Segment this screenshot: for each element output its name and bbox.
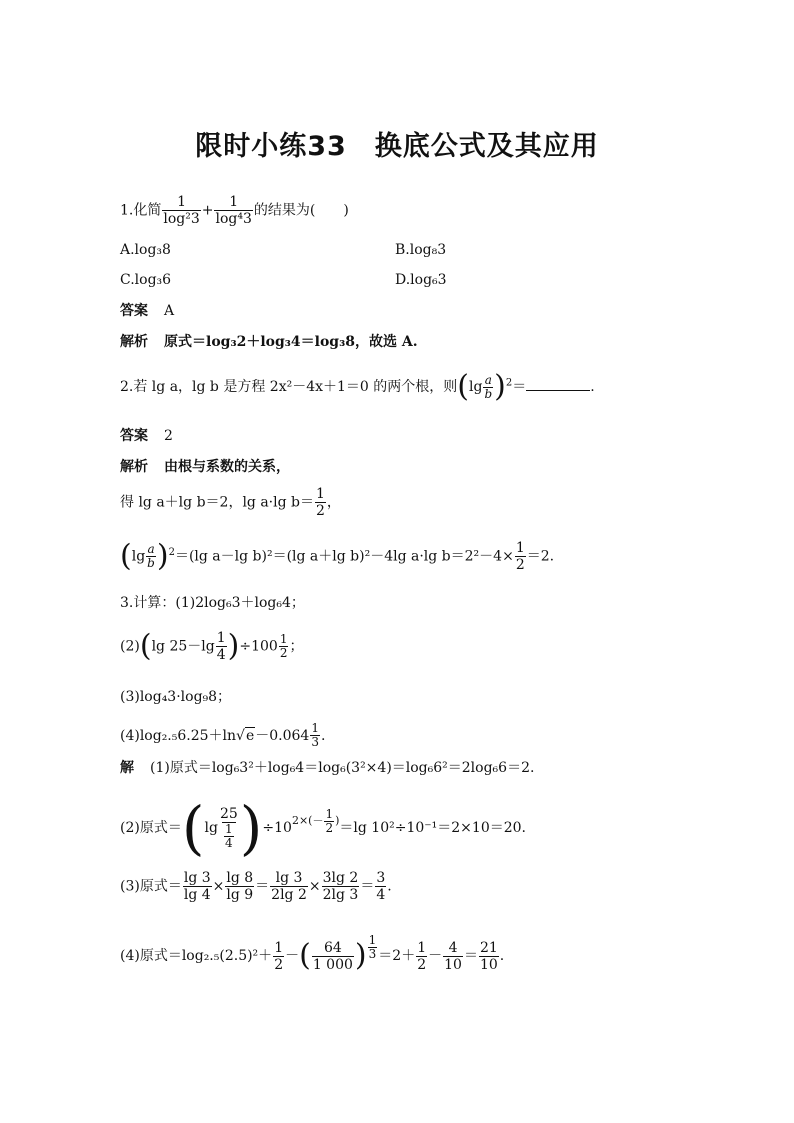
question-3-part-3: (3)log₄3·log₉8；	[120, 689, 232, 705]
question-3-part-2: (2)(lg 25－lg $\frac{1}{4}$ )÷100 $\frac{1}{2}$ ；	[120, 628, 304, 664]
fraction: $\frac{21}{10}$	[479, 939, 498, 973]
fraction: $\frac{4}{10}$	[444, 939, 462, 973]
option-a: A.log₃8	[120, 242, 171, 258]
fraction: $\frac{1}{2}$	[325, 806, 334, 835]
fraction: $\frac{1}{4}$	[225, 822, 233, 850]
question-3-part-4: (4)log₂.₅6.25＋ln√e－0.064 $\frac{1}{3}$ .	[120, 721, 326, 749]
option-c: C.log₃6	[120, 272, 172, 288]
question-3: 3.计算：(1)2log₆3＋log₆4；	[120, 595, 305, 611]
fraction: $\frac{1}{2}$	[417, 939, 427, 973]
solution-3-part-4: (4)原式＝log₂.₅(2.5)²＋ $\frac{1}{2}$ －( $\frac{64}{1 000}$ ) $\frac{1}{3}$ ＝2＋ $\frac{1}{2}$ － $\frac{4}{10}$ ＝ $\frac{21}{10}$ .	[120, 933, 505, 973]
answer-2: 答案 2	[120, 428, 173, 444]
solution-2: 解析 由根与系数的关系，	[120, 459, 290, 475]
solution-3-part-1: 解 (1)原式＝log₆3²＋log₆4＝log₆(3²×4)＝log₆6²＝2log₆6＝2.	[120, 760, 535, 776]
fraction: $\frac{3}{4}$	[376, 870, 386, 903]
question-1: 1.化简 $\frac{1}{\text{log²3}}$ + $\frac{1}{\text{log⁴3}}$ 的结果为( )	[120, 194, 349, 227]
option-b: B.log₈3	[395, 242, 447, 258]
fraction: $\frac{1}{2}$	[274, 939, 284, 973]
fraction: $\frac{a}{b}$	[147, 542, 155, 570]
solution-1: 解析 原式＝log₃2＋log₃4＝log₃8，故选 A.	[120, 334, 418, 350]
solution-3-part-3: (3)原式＝ $\frac{\lg 3}{\lg 4}$ × $\frac{\lg 8}{\lg 9}$ ＝ $\frac{\lg 3}{2\lg 2}$ × $\frac{3\lg 2}{2\lg 3}$ ＝ $\frac{3}{4}$ .	[120, 870, 392, 903]
fraction: $\frac{3\lg 2}{2\lg 3}$	[322, 870, 359, 903]
fraction: $\frac{64}{1 000}$	[312, 939, 353, 973]
exponent-fraction: $\frac{1}{3}$	[368, 933, 377, 961]
solution-2-line-3: (lg $\frac{a}{b}$ )$^2$＝(lg a－lg b)²＝(lg a＋lg b)²－4lg a·lg b＝2²－4× $\frac{1}{2}$ ＝2.	[120, 538, 555, 574]
fraction: $\frac{1}{4}$	[216, 630, 226, 663]
fraction: $\frac{1}{2}$	[515, 540, 525, 573]
page-title: 限时小练33 换底公式及其应用	[195, 131, 599, 162]
answer-1: 答案 A	[120, 303, 175, 319]
fraction: $\frac{\lg 8}{\lg 9}$	[226, 870, 254, 903]
fraction: $\frac{1}{2}$	[315, 486, 325, 519]
option-d: D.log₆3	[395, 272, 447, 288]
solution-2-line-2: 得 lg a＋lg b＝2，lg a·lg b＝ $\frac{1}{2}$ ，	[120, 486, 341, 519]
fraction: $\frac{\lg 3}{2\lg 2}$	[271, 870, 307, 903]
fraction: $\frac{\lg 3}{\lg 4}$	[183, 870, 211, 903]
exponent-fraction: $\frac{1}{2}$	[279, 631, 288, 660]
solution-3-part-2: (2)原式＝(lg $\frac{25}{\frac{1}{4}}$ )$\div 10^{2\times(- \frac{1}{2} )}=\lg$ 10²÷10⁻¹＝2×10＝20.	[120, 794, 526, 862]
answer-blank[interactable]	[526, 378, 590, 391]
fraction: $\frac{a}{b}$	[484, 372, 493, 401]
exponent-fraction: $\frac{1}{3}$	[311, 721, 319, 749]
question-2: 2.若 lg a，lg b 是方程 2x²－4x＋1＝0 的两个根，则(lg $\frac{a}{b}$ )$^2$＝ .	[120, 369, 595, 404]
fraction: $\frac{1}{\text{log²3}}$	[163, 194, 200, 227]
fraction: $\frac{1}{\text{log⁴3}}$	[215, 194, 252, 227]
compound-fraction: $\frac{25}{\frac{1}{4}}$	[219, 806, 238, 850]
